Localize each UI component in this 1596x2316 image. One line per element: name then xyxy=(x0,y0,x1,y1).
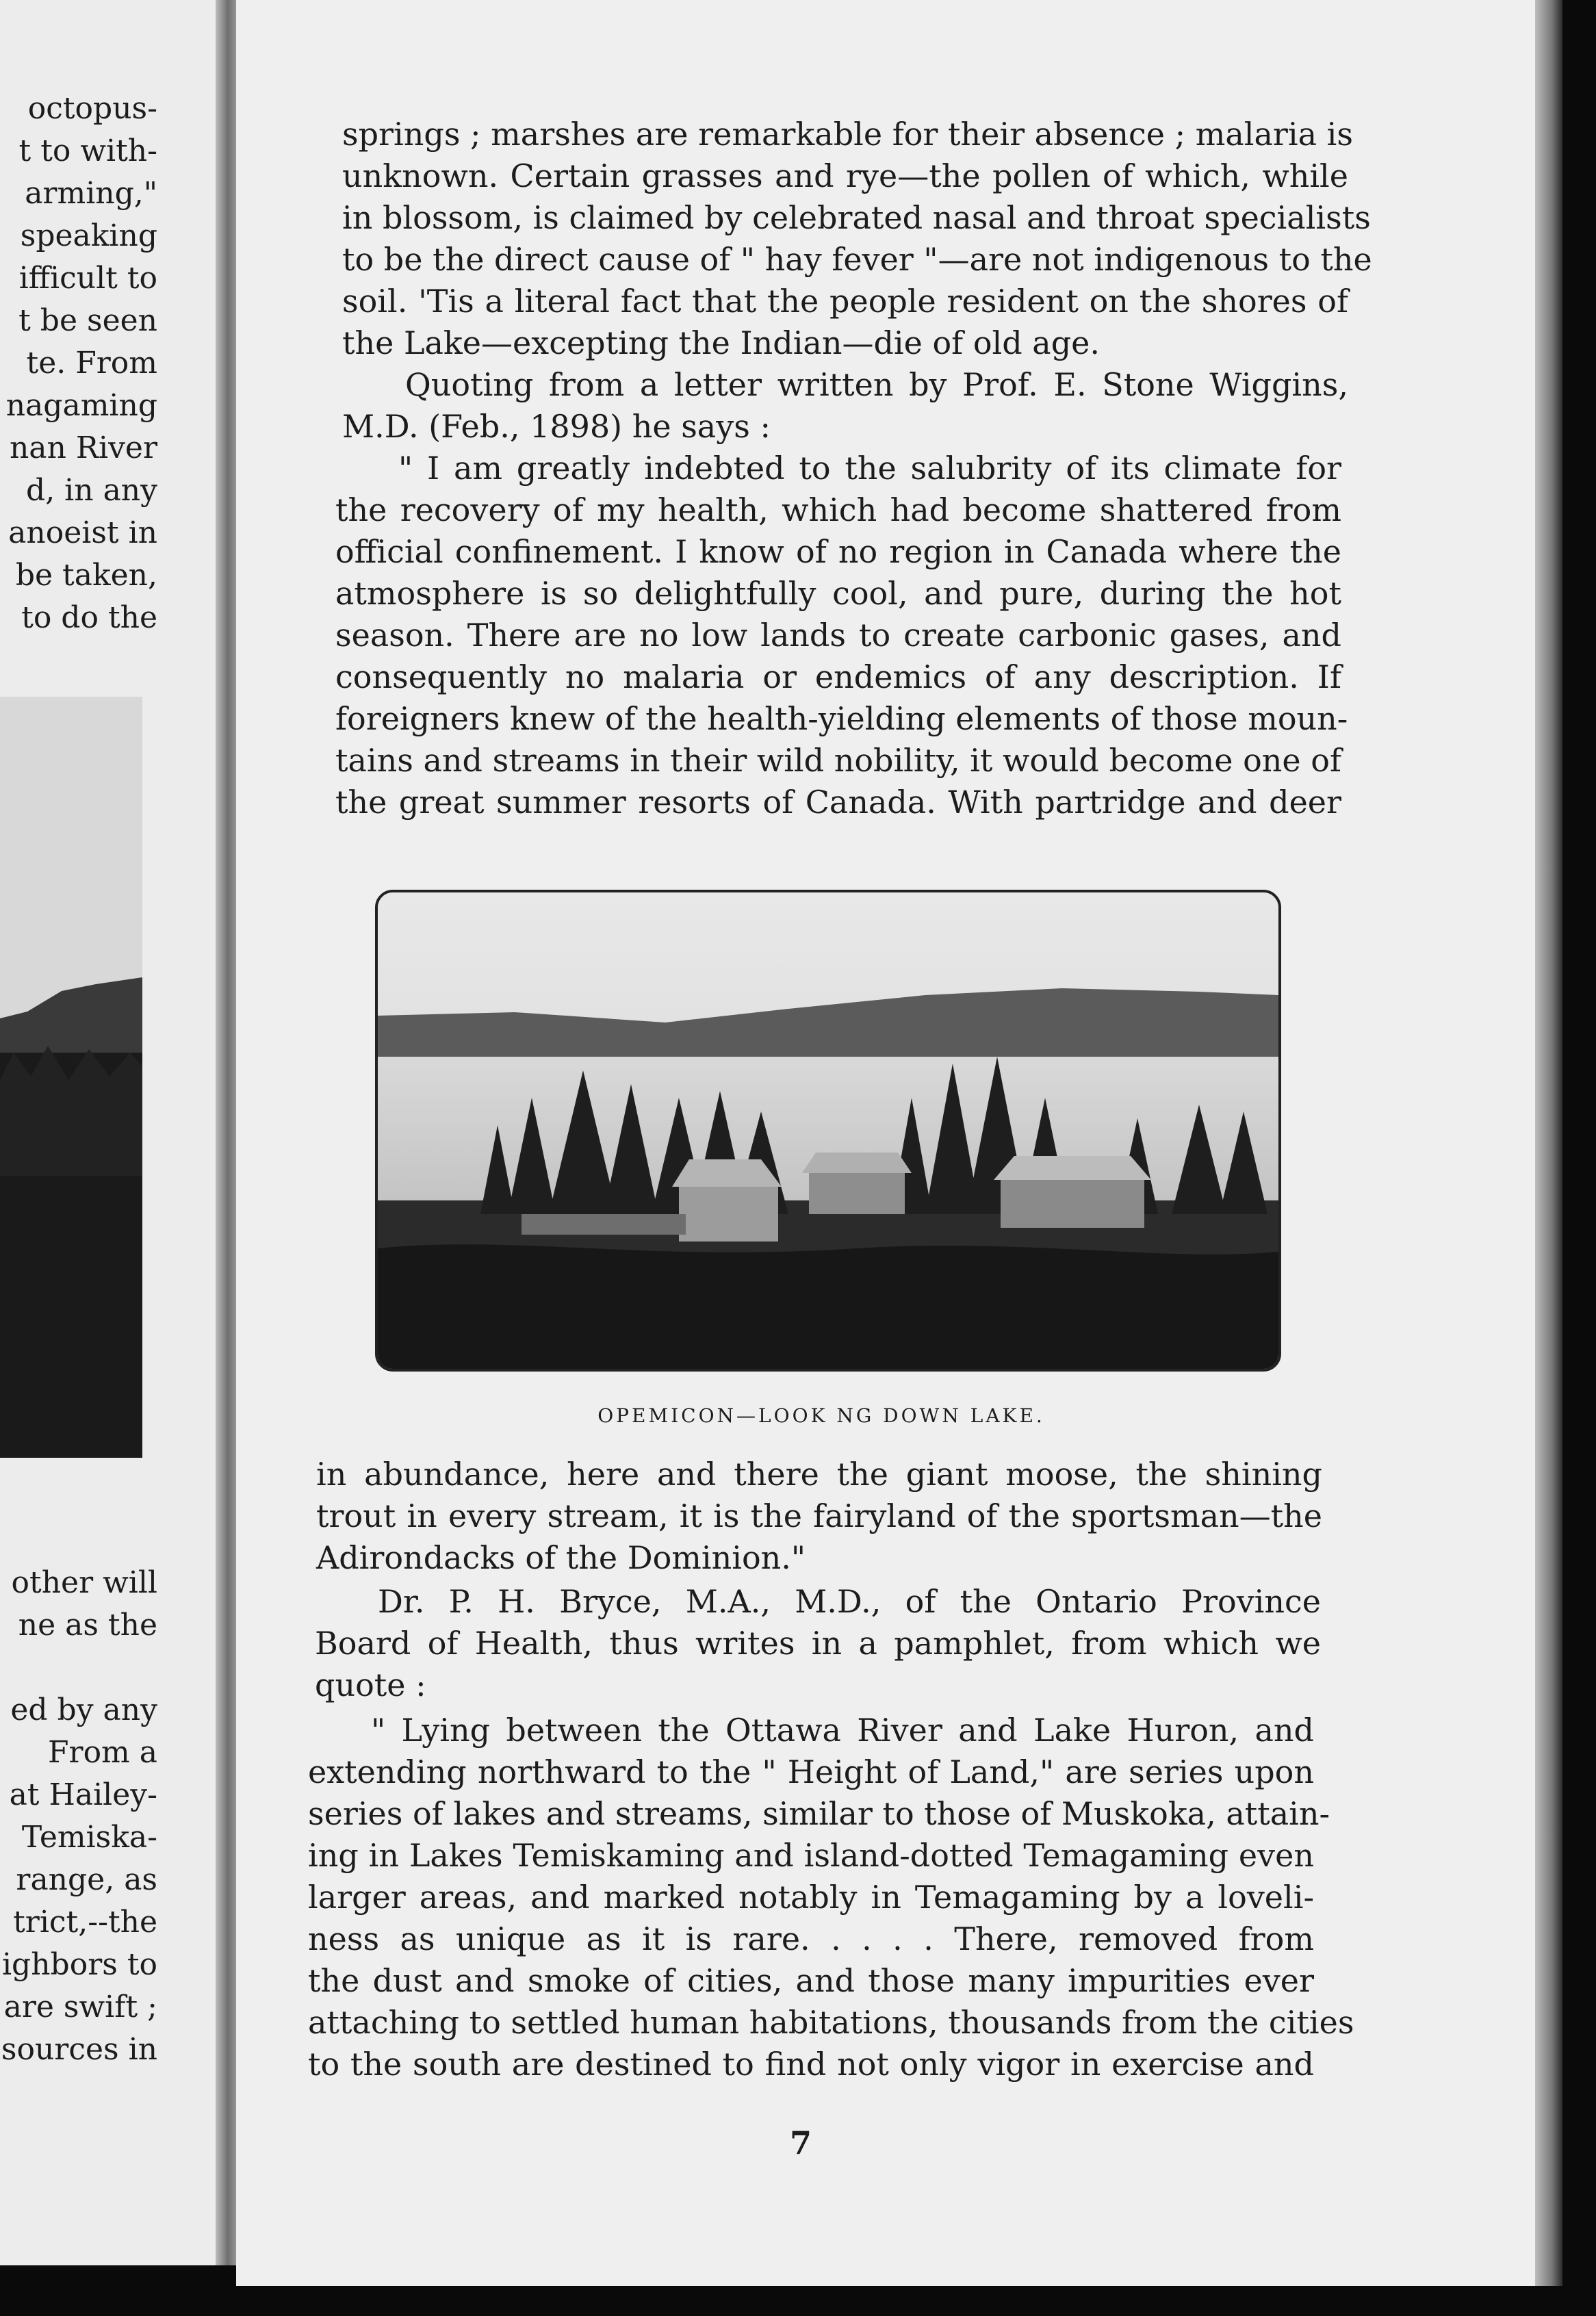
text-line: trout in every stream, it is the fairyland of the sportsman—the xyxy=(316,1497,1322,1534)
text-line: Board of Health, thus writes in a pamphlet, from which we xyxy=(315,1625,1321,1662)
left-line: anoeist in xyxy=(8,515,157,550)
text-line: in blossom, is claimed by celebrated nasal and throat specialists xyxy=(342,199,1371,236)
paragraph-2 xyxy=(342,364,1348,448)
text-line: atmosphere is so delightfully cool, and pure, during the hot xyxy=(335,575,1341,612)
left-line: trict,--the xyxy=(13,1905,157,1940)
left-line: ed by any xyxy=(10,1693,157,1727)
left-line: From a xyxy=(48,1735,157,1770)
text-line: Dr. P. H. Bryce, M.A., M.D., of the Ontario Province xyxy=(378,1583,1321,1620)
text-line: " I am greatly indebted to the salubrity of its climate for xyxy=(398,450,1341,487)
lake-photograph xyxy=(375,890,1281,1372)
left-line: arming," xyxy=(25,176,157,211)
paragraph-6-quote xyxy=(308,1710,1354,2085)
text-line: quote : xyxy=(315,1667,426,1703)
left-line: d, in any xyxy=(26,473,157,508)
left-line: range, as xyxy=(16,1862,157,1897)
paragraph-5 xyxy=(315,1581,1321,1706)
left-page xyxy=(0,0,226,2265)
text-line: Adirondacks of the Dominion." xyxy=(316,1539,806,1576)
left-line: nagaming xyxy=(5,388,157,423)
text-line: soil. 'Tis a literal fact that the people resident on the shores of xyxy=(342,283,1348,320)
left-line: octopus- xyxy=(27,91,157,126)
text-line: the dust and smoke of cities, and those many impurities ever xyxy=(308,1962,1314,1999)
text-line: official confinement. I know of no region in Canada where the xyxy=(335,533,1341,570)
text-line: the Lake—excepting the Indian—die of old age. xyxy=(342,324,1101,361)
page-number: 7 xyxy=(789,2124,812,2161)
left-line: t be seen xyxy=(18,303,157,338)
left-line: ne as the xyxy=(18,1608,157,1643)
text-line: foreigners knew of the health-yielding elements of those moun- xyxy=(335,700,1348,737)
text-line: larger areas, and marked notably in Temagaming by a loveli- xyxy=(308,1879,1314,1916)
text-line: unknown. Certain grasses and rye—the pollen of which, while xyxy=(342,157,1348,194)
left-page-bottom-text xyxy=(0,1562,157,2071)
left-line: ifficult to xyxy=(18,261,157,296)
text-line: the great summer resorts of Canada. With partridge and deer xyxy=(335,784,1341,821)
left-page-top-text xyxy=(0,88,157,639)
left-line: nan River xyxy=(9,430,157,465)
left-line: Temiska- xyxy=(21,1820,157,1855)
text-line: to be the direct cause of " hay fever "—are not indigenous to the xyxy=(342,241,1372,278)
page-edge xyxy=(1535,0,1562,2286)
left-page-photo xyxy=(0,697,142,1458)
left-line: sources in xyxy=(1,2032,157,2067)
left-line: t to with- xyxy=(18,133,157,168)
left-line: at Hailey- xyxy=(9,1777,157,1812)
paragraph-1 xyxy=(342,114,1372,364)
text-line: tains and streams in their wild nobility, it would become one of xyxy=(335,742,1341,779)
text-line: ness as unique as it is rare. . . . . There, removed from xyxy=(308,1920,1314,1957)
photo-caption: OPEMICON—LOOK NG DOWN LAKE. xyxy=(597,1404,1045,1427)
text-line: consequently no malaria or endemics of any description. If xyxy=(335,658,1341,695)
left-line xyxy=(0,1647,157,1689)
lake-photo-scene xyxy=(378,892,1278,1369)
text-line: the recovery of my health, which had become shattered from xyxy=(335,491,1341,528)
left-photo-scene xyxy=(0,697,142,1458)
text-line: extending northward to the " Height of Land," are series upon xyxy=(308,1753,1314,1790)
text-line: " Lying between the Ottawa River and Lake Huron, and xyxy=(371,1712,1314,1749)
left-line: te. From xyxy=(26,346,157,381)
text-line: Quoting from a letter written by Prof. E. Stone Wiggins, xyxy=(405,366,1348,403)
left-line: other will xyxy=(11,1565,157,1600)
paragraph-4 xyxy=(316,1454,1322,1579)
left-line: speaking xyxy=(20,218,157,253)
text-line: in abundance, here and there the giant moose, the shining xyxy=(316,1456,1322,1493)
left-line: ighbors to xyxy=(1,1947,157,1982)
text-line: series of lakes and streams, similar to those of Muskoka, attain- xyxy=(308,1795,1330,1832)
text-line: M.D. (Feb., 1898) he says : xyxy=(342,408,771,445)
text-line: springs ; marshes are remarkable for their absence ; malaria is xyxy=(342,116,1353,153)
text-line: attaching to settled human habitations, thousands from the cities xyxy=(308,2004,1354,2041)
paragraph-3-quote xyxy=(335,448,1348,823)
text-line: ing in Lakes Temiskaming and island-dotted Temagaming even xyxy=(308,1837,1314,1874)
left-line: are swift ; xyxy=(3,1990,157,2024)
left-line: to do the xyxy=(21,600,157,635)
text-line: season. There are no low lands to create carbonic gases, and xyxy=(335,617,1341,654)
left-line: be taken, xyxy=(15,558,157,593)
text-line: to the south are destined to find not only vigor in exercise and xyxy=(308,2046,1314,2083)
